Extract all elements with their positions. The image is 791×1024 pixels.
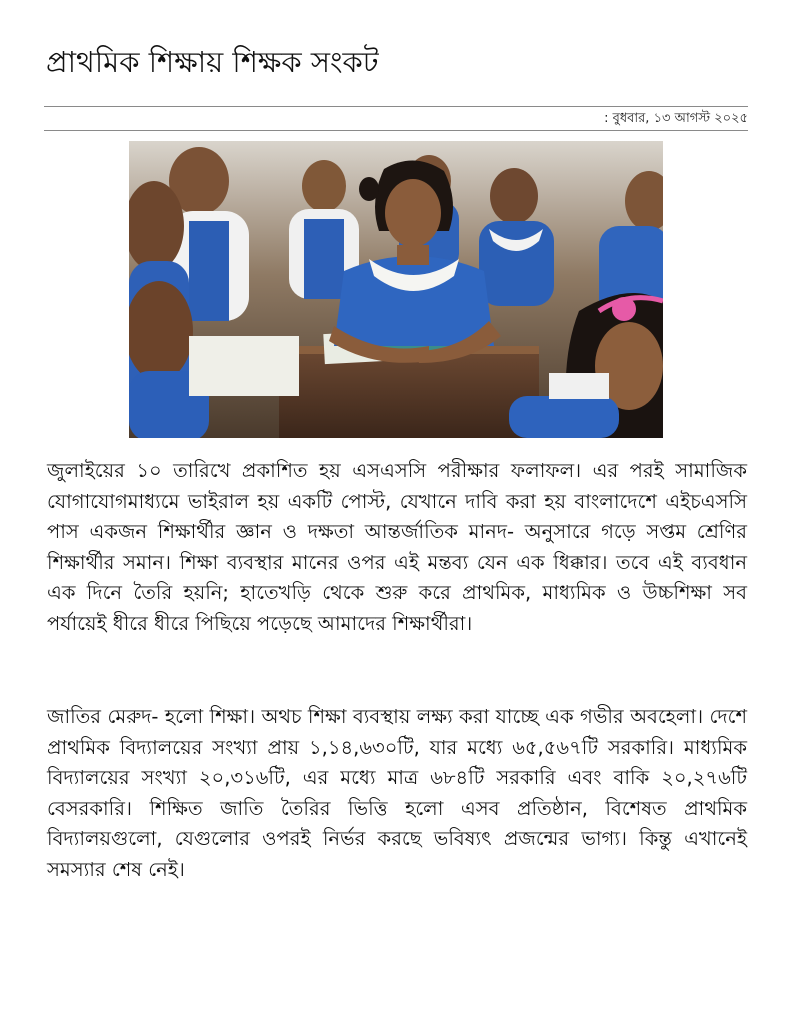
article-paragraph-1: জুলাইয়ের ১০ তারিখে প্রকাশিত হয় এসএসসি পরীক্ষার ফলাফল। এর পরই সামাজিক যোগাযোগমাধ্যমে ভাইরাল হয় একটি পোস্ট, যেখানে দাবি করা হয় বাংলাদেশে এইচএসসি পাস একজন শিক্ষার্থীর জ্ঞান ও দক্ষতা আন্তর্জাতিক মানদ- অনুসারে গড়ে সপ্তম শ্রেণির শিক্ষার্থীর সমান। শিক্ষা ব্যবস্থার মানের ওপর এই মন্তব্য যেন এক ধিক্কার। তবে এই ব্যবধান এক দিনে তৈরি হয়নি; হাতেখড়ি থেকে শুরু করে প্রাথমিক, মাধ্যমিক ও উচ্চশিক্ষা সব পর্যায়েই ধীরে ধীরে পিছিয়ে পড়েছে আমাদের শিক্ষার্থীরা। bbox=[47, 459, 747, 635]
article-headline: প্রাথমিক শিক্ষায় শিক্ষক সংকট bbox=[46, 45, 379, 79]
article-paragraph-2: জাতির মেরুদ- হলো শিক্ষা। অথচ শিক্ষা ব্যবস্থায় লক্ষ্য করা যাচ্ছে এক গভীর অবহেলা। দেশে প্রাথমিক বিদ্যালয়ের সংখ্যা প্রায় ১,১৪,৬৩০টি, যার মধ্যে ৬৫,৫৬৭টি সরকারি। মাধ্যমিক বিদ্যালয়ের সংখ্যা ২০,৩১৬টি, এর মধ্যে মাত্র ৬৮৪টি সরকারি এবং বাকি ২০,২৭৬টি বেসরকারি। শিক্ষিত জাতি তৈরির ভিত্তি হলো এসব প্রতিষ্ঠান, বিশেষত প্রাথমিক বিদ্যালয়গুলো, যেগুলোর ওপরই নির্ভর করছে ভবিষ্যৎ প্রজন্মের ভাগ্য। কিন্তু এখানেই সমস্যার শেষ নেই। bbox=[47, 705, 747, 881]
classroom-photo-illustration bbox=[129, 141, 663, 438]
article-dateline: : বুধবার, ১৩ আগস্ট ২০২৫ bbox=[604, 111, 748, 126]
header-divider-top bbox=[44, 106, 748, 107]
article-photo bbox=[129, 141, 663, 438]
header-divider-bottom bbox=[44, 130, 748, 131]
